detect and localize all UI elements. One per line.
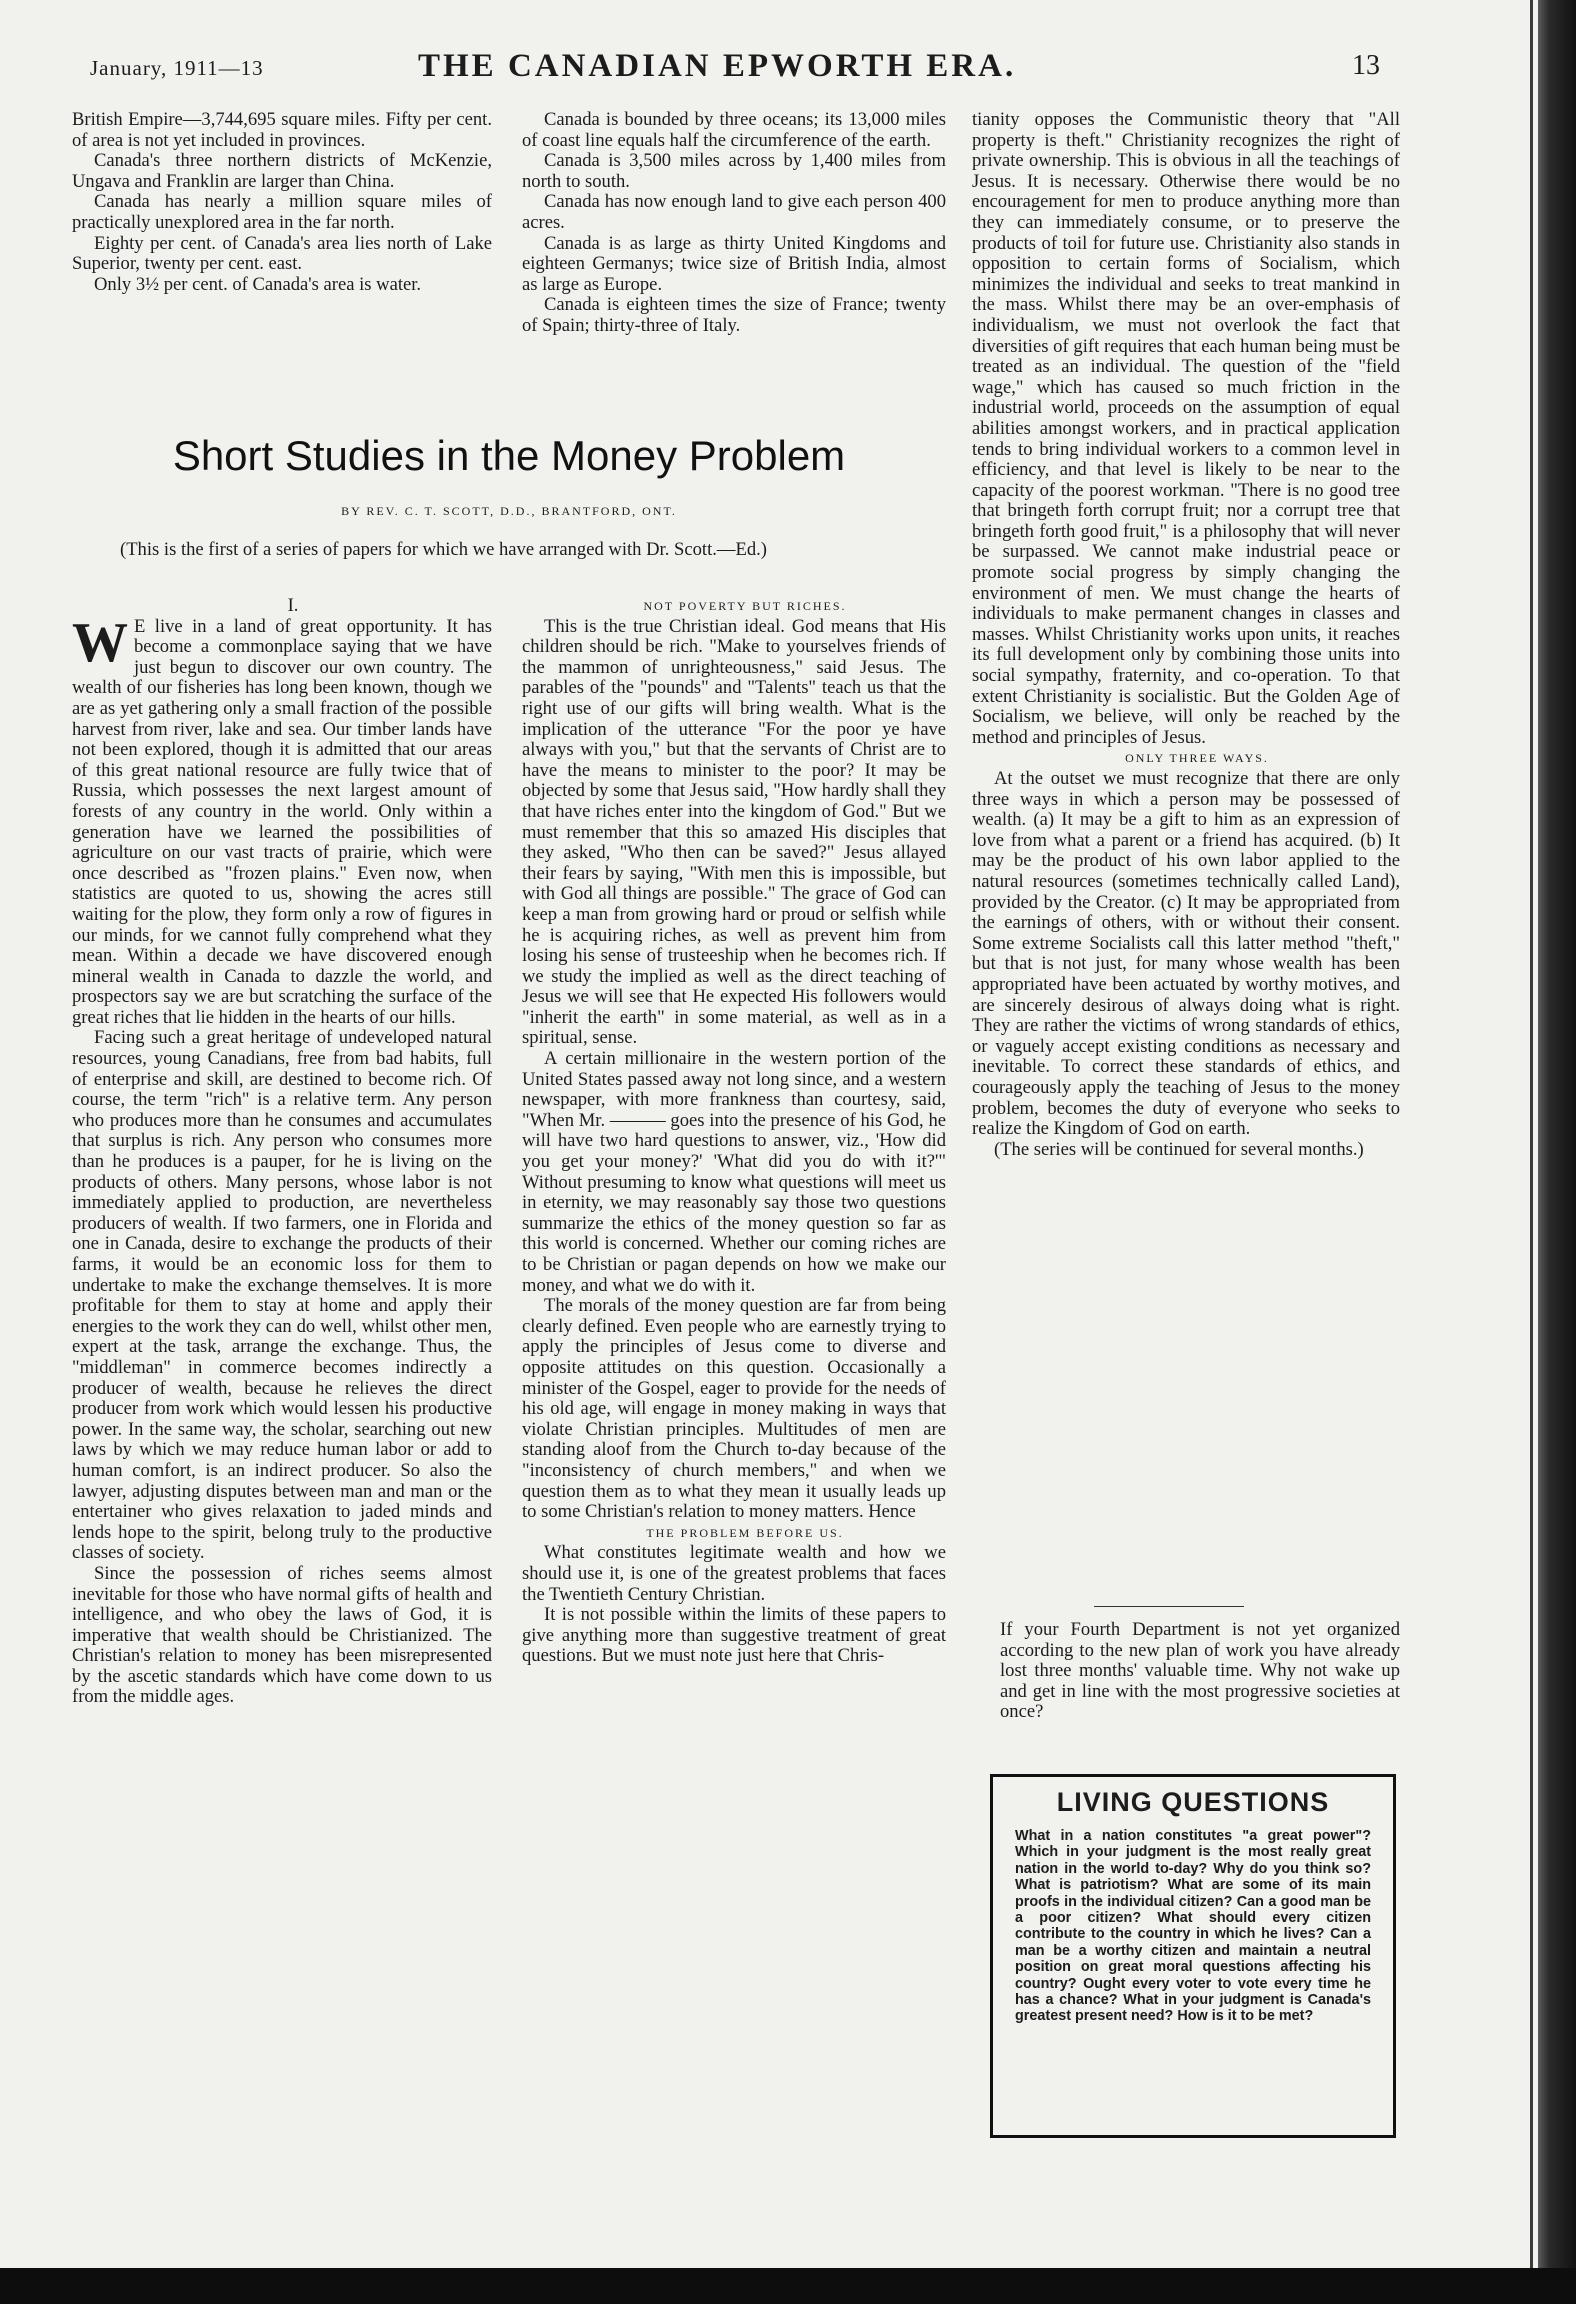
living-questions-box [990, 1774, 1396, 2138]
paragraph-text: E live in a land of great opportunity. It has become a commonplace saying that we have just begun to discover our own country. The wealth of our fisheries has long been known, though we are as yet gathering only a small fraction of the possible harvest from river, lake and sea. Our timber lands have not been explored, though it is admitted that our areas of this great national resource are fully twice that of Russia, which possesses the next largest amount of forests of any country in the world. Only within a generation have we learned the possibilities of agriculture on our vast tracts of prairie, which were once described as "frozen plains." Even now, when statistics are quoted to us, showing the acres still waiting for the plow, they form only a row of figures in our minds, for we cannot fully comprehend what they mean. Within a decade we have discovered enough mineral wealth in Canada to dazzle the world, and prospectors say we are but scratching the surface of the great riches that lie hidden in the hearts of our hills. [72, 615, 492, 1028]
fact-paragraph: Canada's three northern districts of McKenzie, Ungava and Franklin are larger than China. [72, 150, 492, 192]
drop-cap: W [72, 611, 128, 674]
article-paragraph: It is not possible within the limits of these papers to give anything more than suggestive treatment of great questions. But we must note just here that Chris- [522, 1604, 946, 1667]
article-paragraph: What constitutes legitimate wealth and how we should use it, is one of the greatest problems that faces the Twentieth Century Christian. [522, 1542, 946, 1605]
fact-paragraph: Canada has now enough land to give each person 400 acres. [522, 191, 946, 233]
page-gutter-line [1530, 0, 1533, 2304]
divider-rule [1094, 1606, 1244, 1607]
article-paragraph: At the outset we must recognize that there are only three ways in which a person may be possessed of wealth. (a) It may be a gift to him as an expression of love from what a parent or a friend has acquired. (b) It may be the product of his own labor applied to the natural resources (sometimes technically called Land), provided by the Creator. (c) It may be appropriated from the earnings of others, with or without their consent. Some extreme Socialists call this latter method "theft," but that is not just, for many whose wealth has been appropriated have been actuated by worthy motives, and are sincerely desirous of always doing what is right. They are rather the victims of wrong standards of ethics, or vaguely accept existing conditions as necessary and inevitable. To correct these standards of ethics, and courageously apply the teaching of Jesus to the money problem, becomes the duty of everyone who seeks to realize the Kingdom of God on earth. [972, 768, 1400, 1140]
fact-paragraph: Only 3½ per cent. of Canada's area is water. [94, 273, 422, 295]
editor-note: (This is the first of a series of papers for which we have arranged with Dr. Scott.—Ed.) [120, 539, 767, 560]
subhead-problem: THE PROBLEM BEFORE US. [646, 1525, 844, 1540]
article-column-2 [522, 596, 946, 1667]
living-questions-title: LIVING QUESTIONS [1056, 1787, 1330, 1817]
article-paragraph: The morals of the money question are far from being clearly defined. Even people who are earnestly trying to apply the principles of Jesus come to diverse and opposite attitudes on this question. Occasionally a minister of the Gospel, eager to provide for the needs of his old age, will engage in money making in ways that violate Christian principles. Multitudes of men are standing aloof from the Church to-day because of the "inconsistency of church members," and when we question them as to what they mean it usually leads up to some Christian's relation to money matters. Hence [522, 1295, 946, 1523]
series-note: (The series will be continued for several months.) [994, 1138, 1364, 1160]
section-numeral: I. [287, 595, 299, 616]
subhead-not-poverty: NOT POVERTY BUT RICHES. [643, 599, 847, 613]
facts-column-1 [72, 110, 492, 295]
fact-paragraph: Canada is bounded by three oceans; its 13,000 miles of coast line equals half the circumference of the earth. [522, 109, 946, 151]
article-paragraph [72, 611, 492, 1029]
fourth-department-notice: If your Fourth Department is not yet organized according to the new plan of work you have already lost three months' valuable time. Why not wake up and get in line with the most progressive societies at once? [1000, 1619, 1400, 1723]
living-questions-text: What in a nation constitutes "a great power"? Which in your judgment is the most really great nation in the world to-day? Why do you think so? What is patriotism? What are some of its main proofs in the individual citizen? Can a good man be a poor citizen? What should every citizen contribute to the country in which he lives? Can a man be a worthy citizen and maintain a neutral position on great moral questions affecting his country? Ought every voter to vote every time he has a chance? What in your judgment is Canada's greatest present need? How is it to be met? [1015, 1828, 1371, 2025]
publication-title: THE CANADIAN EPWORTH ERA. [418, 48, 1017, 84]
article-paragraph: A certain millionaire in the western portion of the United States passed away not long since, and a western newspaper, with more frankness than courtesy, said, "When Mr. ——— goes into the presence of his God, he will have two hard questions to answer, viz., 'How did you get your money?' 'What did you do with it?'" Without presuming to know what questions will meet us in eternity, we may reasonably say those two questions summarize the ethics of the money question so far as this world is concerned. Whether our coming riches are to be Christian or pagan depends on how we make our money, and what we do with it. [522, 1048, 946, 1296]
article-paragraph: tianity opposes the Communistic theory that "All property is theft." Christianity recognizes the right of private ownership. This is obvious in all the teachings of Jesus. It is necessary. Otherwise there would be no encouragement for men to produce anything more than they can immediately consume, or to preserve the products of toil for future use. Christianity also stands in opposition to certain forms of Socialism, which minimizes the individual and seeks to treat mankind in the mass. Whilst there may be an over-emphasis of individualism, we must not overlook the fact that diversities of gift requires that each human being must be treated as an individual. The question of the "field wage," which has caused so much friction in the industrial world, proceeds on the assumption of equal abilities amongst workers, and in practical application tends to bring individual workers to a common level in efficiency, and that level is likely to be near to the capacity of the poorest workman. "There is no good tree that bringeth forth corrupt fruit; nor a corrupt tree that bringeth forth good fruit," is a philosophy that will never be surpassed. We cannot make industrial peace or promote social progress by simply changing the environment of men. We must change the hearts of individuals to make permanent changes in classes and masses. Whilst Christianity works upon units, it reaches its full development only by combining those units into social sympathy, fraternity, and co-operation. To that extent Christianity is socialistic. But the Golden Age of Socialism, we believe, will only be reached by the method and principles of Jesus. [972, 109, 1400, 748]
fact-paragraph: British Empire—3,744,695 square miles. Fifty per cent. of area is not yet included in provinces. [72, 109, 492, 151]
subhead-three-ways: ONLY THREE WAYS. [1125, 751, 1269, 766]
article-paragraph: Facing such a great heritage of undeveloped natural resources, young Canadians, free from bad habits, full of enterprise and skill, are destined to become rich. Of course, the term "rich" is a relative term. Any person who produces more than he consumes and accumulates that surplus is rich. Any person who consumes more than he produces is a pauper, for he is living on the products of others. Many persons, whose labor is not immediately applied to production, are nevertheless producers of wealth. If two farmers, one in Florida and one in Canada, desire to exchange the products of their farms, it would be an economic loss for them to undertake to make the exchange themselves. It is more profitable for them to stay at home and apply their energies to the work they can do well, whilst other men, expert at the task, arrange the exchange. Thus, the "middleman" in commerce becomes indirectly a producer of wealth, because he relieves the direct producer from work which would lessen his productive power. In the same way, the scholar, searching out new laws by which we may reduce human labor or add to human comfort, is an indirect producer. So also the lawyer, adjusting disputes between man and man or the entertainer who gives relaxation to jaded minds and lends hope to the spirit, belong truly to the productive classes of society. [72, 1027, 492, 1564]
fact-paragraph: Canada is eighteen times the size of France; twenty of Spain; thirty-three of Italy. [522, 294, 946, 336]
issue-date: January, 1911—13 [90, 56, 264, 80]
facts-column-2 [522, 110, 946, 337]
running-head [90, 48, 1380, 88]
article-paragraph: This is the true Christian ideal. God means that His children should be rich. "Make to yourselves friends of the mammon of unrighteousness," said Jesus. The parables of the "pounds" and "Talents" teach us that the right use of our gifts will bring wealth. What is the implication of the utterance "For the poor ye have always with you," but that the servants of Christ are to have the means to minister to the poor? It may be objected by some that Jesus said, "How hardly shall they that have riches enter into the kingdom of God." But we must remember that this so amazed His disciples that they asked, "Who then can be saved?" Jesus allayed their fears by saying, "With men this is impossible, but with God all things are possible." The grace of God can keep a man from growing hard or proud or selfish while he is acquiring riches, as well as prevent him from losing his sense of trusteeship when he becomes rich. If we study the implied as well as the direct teaching of Jesus we will see that He expected His followers would "inherit the earth" in some material, as well as in a spiritual, sense. [522, 615, 946, 1049]
article-column-3 [972, 110, 1400, 1160]
page-number: 13 [1352, 50, 1380, 81]
fact-paragraph: Canada is 3,500 miles across by 1,400 miles from north to south. [522, 150, 946, 192]
fact-paragraph: Eighty per cent. of Canada's area lies north of Lake Superior, twenty per cent. east. [72, 232, 492, 275]
article-paragraph: Since the possession of riches seems almost inevitable for those who have normal gifts of health and intelligence, and who obey the laws of God, it is imperative that wealth should be Christianized. The Christian's relation to money has been misrepresented by the ascetic standards which have come down to us from the middle ages. [72, 1562, 492, 1708]
article-title: Short Studies in the Money Problem [172, 432, 846, 479]
book-binding [1538, 0, 1576, 2304]
fact-paragraph: Canada has nearly a million square miles of practically unexplored area in the far north. [72, 191, 492, 233]
article-column-1 [72, 596, 492, 1708]
scan-bottom-edge [0, 2268, 1576, 2304]
fact-paragraph: Canada is as large as thirty United Kingdoms and eighteen Germanys; twice size of British India, almost as large as Europe. [522, 232, 946, 295]
article-byline: BY REV. C. T. SCOTT, D.D., BRANTFORD, ONT. [341, 504, 677, 518]
